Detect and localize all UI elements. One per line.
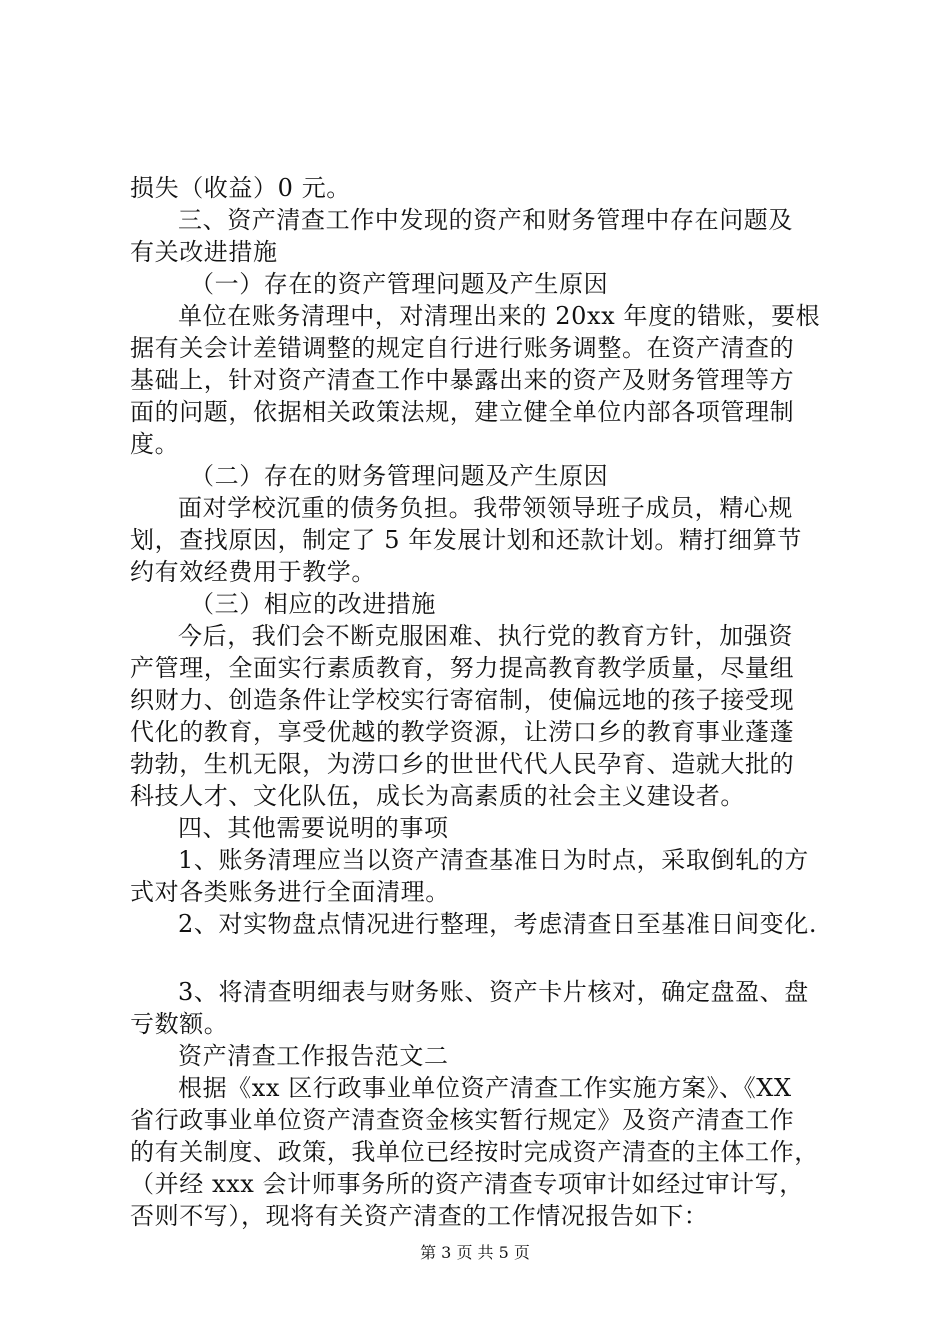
paragraph-line: 面对学校沉重的债务负担。我带领领导班子成员，精心规	[178, 494, 793, 522]
paragraph-line: 勃勃，生机无限，为涝口乡的世世代代人民孕育、造就大批的	[130, 750, 795, 778]
document-body	[130, 172, 840, 1232]
section-heading: 三、资产清查工作中发现的资产和财务管理中存在问题及	[178, 206, 793, 234]
paragraph-line: 度。	[130, 430, 180, 458]
list-item-line: 3、将清查明细表与财务账、资产卡片核对，确定盘盈、盘	[178, 978, 809, 1006]
paragraph-line: 省行政事业单位资产清查资金核实暂行规定》及资产清查工作	[130, 1106, 795, 1134]
list-item-line: 式对各类账务进行全面清理。	[130, 878, 450, 906]
paragraph-line: 的有关制度、政策，我单位已经按时完成资产清查的主体工作，	[130, 1138, 819, 1166]
paragraph-line: 据有关会计差错调整的规定自行进行账务调整。在资产清查的	[130, 334, 795, 362]
subsection-heading: （一）存在的资产管理问题及产生原因	[190, 270, 609, 298]
list-item-line: 亏数额。	[130, 1010, 229, 1038]
paragraph-line: 面的问题，依据相关政策法规，建立健全单位内部各项管理制	[130, 398, 795, 426]
page-number-footer: 第 3 页 共 5 页	[420, 1243, 530, 1262]
section-heading-cont: 有关改进措施	[130, 238, 278, 266]
text-line: 损失（收益）0 元。	[130, 174, 351, 202]
subsection-heading: （三）相应的改进措施	[190, 590, 436, 618]
paragraph-line: 今后，我们会不断克服困难、执行党的教育方针，加强资	[178, 622, 793, 650]
paragraph-line: 织财力、创造条件让学校实行寄宿制，使偏远地的孩子接受现	[130, 686, 795, 714]
paragraph-line: 代化的教育，享受优越的教学资源，让涝口乡的教育事业蓬蓬	[130, 718, 795, 746]
paragraph-line: 基础上，针对资产清查工作中暴露出来的资产及财务管理等方	[130, 366, 795, 394]
paragraph-line: 约有效经费用于教学。	[130, 558, 376, 586]
article-title: 资产清查工作报告范文二	[178, 1042, 449, 1070]
paragraph-line: 根据《xx 区行政事业单位资产清查工作实施方案》、《XX	[178, 1074, 792, 1102]
paragraph-line: 产管理，全面实行素质教育，努力提高教育教学质量，尽量组	[130, 654, 795, 682]
paragraph-line: 科技人才、文化队伍，成长为高素质的社会主义建设者。	[130, 782, 745, 810]
list-item-line: 1、账务清理应当以资产清查基准日为时点，采取倒轧的方	[178, 846, 809, 874]
paragraph-line: 否则不写），现将有关资产清查的工作情况报告如下：	[130, 1202, 709, 1230]
paragraph-line: 单位在账务清理中，对清理出来的 20xx 年度的错账，要根	[178, 302, 821, 330]
list-item-line: 2、对实物盘点情况进行整理，考虑清查日至基准日间变化.	[178, 910, 818, 938]
paragraph-line: （并经 xxx 会计师事务所的资产清查专项审计如经过审计写，	[130, 1170, 804, 1198]
blank-line	[130, 940, 840, 976]
subsection-heading: （二）存在的财务管理问题及产生原因	[190, 462, 609, 490]
paragraph-line: 划，查找原因，制定了 5 年发展计划和还款计划。精打细算节	[130, 526, 802, 554]
section-heading: 四、其他需要说明的事项	[178, 814, 449, 842]
